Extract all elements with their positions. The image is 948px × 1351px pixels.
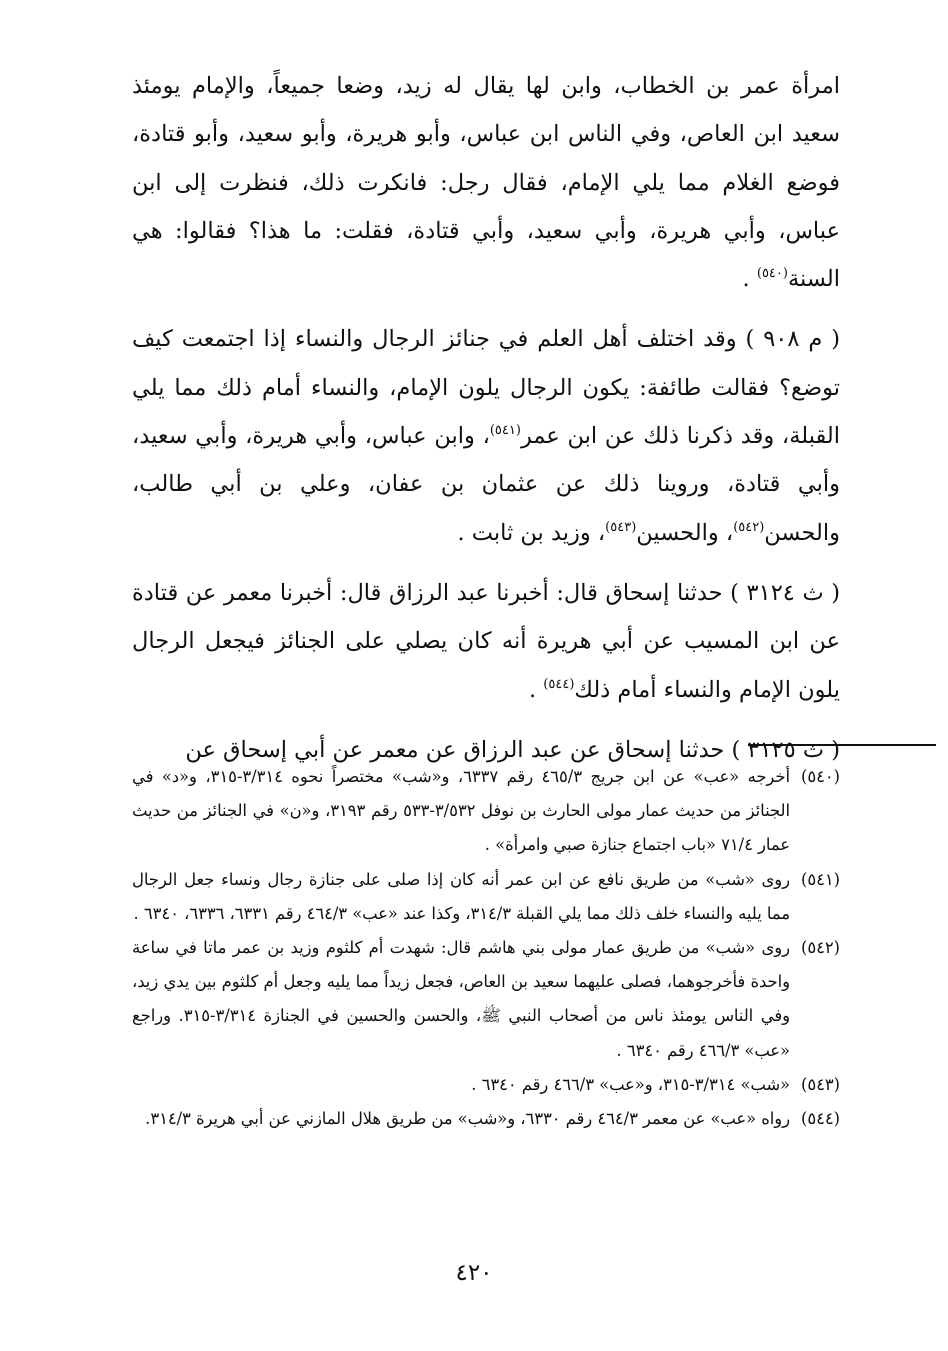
- footnote-number: (٥٤٤): [801, 1109, 840, 1129]
- footnote-number: (٥٤٢): [801, 938, 840, 958]
- footnote-ref-543[interactable]: (٥٤٣): [605, 519, 637, 535]
- paragraph-1: امرأة عمر بن الخطاب، وابن لها يقال له زيد، وضعا جميعاً، والإمام يومئذ سعيد ابن العاص، وفي الناس ابن عباس، وأبو هريرة، وأبو سعيد، وأبو قتادة، فوضع الغلام مما يلي الإمام، فقال رجل: فانكرت ذلك، فنظرت إلى ابن عباس، وأبي هريرة، وأبي سعيد، وأبي قتادة، فقلت: ما هذا؟ فقالوا: هي السنة$^{(٥٤٠)}$ .: [132, 73, 840, 293]
- footnote-543: [132, 1068, 840, 1102]
- footnote-542: [132, 931, 840, 1068]
- paragraph-4: ( ث ٣١٢٥ ) حدثنا إسحاق عن عبد الرزاق عن معمر عن أبي إسحاق عن: [185, 736, 840, 763]
- footnote-ref-540[interactable]: (٥٤٠): [756, 266, 788, 282]
- footnote-number: (٥٤١): [801, 869, 840, 889]
- footnote-544: [132, 1102, 840, 1136]
- footnote-ref-544[interactable]: (٥٤٤): [543, 676, 575, 692]
- footnote-text: رواه «عب» عن معمر ٤٦٤/٣ رقم ٦٣٣٠، و«شب» من طريق هلال المازني عن أبي هريرة ٣١٤/٣.: [145, 1109, 790, 1129]
- page-number: ٤٢٠: [455, 1260, 493, 1286]
- footnote-541: [132, 863, 840, 931]
- footnote-text: أخرجه «عب» عن ابن جريج ٤٦٥/٣ رقم ٦٣٣٧، و«شب» مختصراً نحوه ٣/٣١٤-٣١٥، و«د» في الجنائز من حديث عمار مولى الحارث بن نوفل ٣/٥٣٢-٥٣٣ رقم ٣١٩٣، و«ن» في الجنائز من حديث عمار ٧١/٤ «باب اجتماع جنازة صبي وامرأة» .: [132, 767, 790, 855]
- footnote-text: روى «شب» من طريق عمار مولى بني هاشم قال: شهدت أم كلثوم وزيد بن عمر ماتا في ساعة واحدة فأخرجوهما، فصلى عليهما سعيد بن العاص، فجعل زيداً مما يليه وجعل أم كلثوم بين يدي زيد، وفي الناس يومئذ ناس من أصحاب النبي ﷺ، والحسن والحسين في الجنازة ٣/٣١٤-٣١٥. وراجع «عب» ٤٦٦/٣ رقم ٦٣٤٠ .: [132, 938, 790, 1060]
- footnote-540: [132, 760, 840, 863]
- paragraph-2: ( م ٩٠٨ ) وقد اختلف أهل العلم في جنائز الرجال والنساء إذا اجتمعت كيف توضع؟ فقالت طائفة: يكون الرجال يلون الإمام، والنساء أمام ذلك مما يلي القبلة، وقد ذكرنا ذلك عن ابن عمر$^{(٥٤١)}$، وابن عباس، وأبي هريرة، وأبي سعيد، وأبي قتادة، وروينا ذلك عن عثمان بن عفان، وعلي بن أبي طالب، والحسن$^{(٥٤٢)}$، والحسين$^{(٥٤٣)}$، وزيد بن ثابت .: [132, 326, 840, 546]
- footnote-ref-541[interactable]: (٥٤١): [489, 423, 521, 439]
- main-text: [132, 62, 840, 774]
- footnotes: [132, 760, 840, 1136]
- footnote-text: روى «شب» من طريق نافع عن ابن عمر أنه كان إذا صلى على جنازة رجال ونساء جعل الرجال مما يليه والنساء خلف ذلك مما يلي القبلة ٣١٤/٣، وكذا عند «عب» ٤٦٤/٣ رقم ٦٣٣١، ٦٣٣٦، ٦٣٤٠ .: [132, 869, 790, 923]
- paragraph-3: ( ث ٣١٢٤ ) حدثنا إسحاق قال: أخبرنا عبد الرزاق قال: أخبرنا معمر عن قتادة عن ابن المسيب عن أبي هريرة أنه كان يصلي على الجنائز فيجعل الرجال يلون الإمام والنساء أمام ذلك$^{(٥٤٤)}$ .: [132, 579, 840, 703]
- footnote-ref-542[interactable]: (٥٤٢): [733, 519, 765, 535]
- footnote-text: «شب» ٣/٣١٤-٣١٥، و«عب» ٤٦٦/٣ رقم ٦٣٤٠ .: [471, 1074, 790, 1094]
- footnote-separator: [748, 744, 936, 746]
- footnote-number: (٥٤٣): [801, 1074, 840, 1094]
- footnote-number: (٥٤٠): [801, 767, 840, 786]
